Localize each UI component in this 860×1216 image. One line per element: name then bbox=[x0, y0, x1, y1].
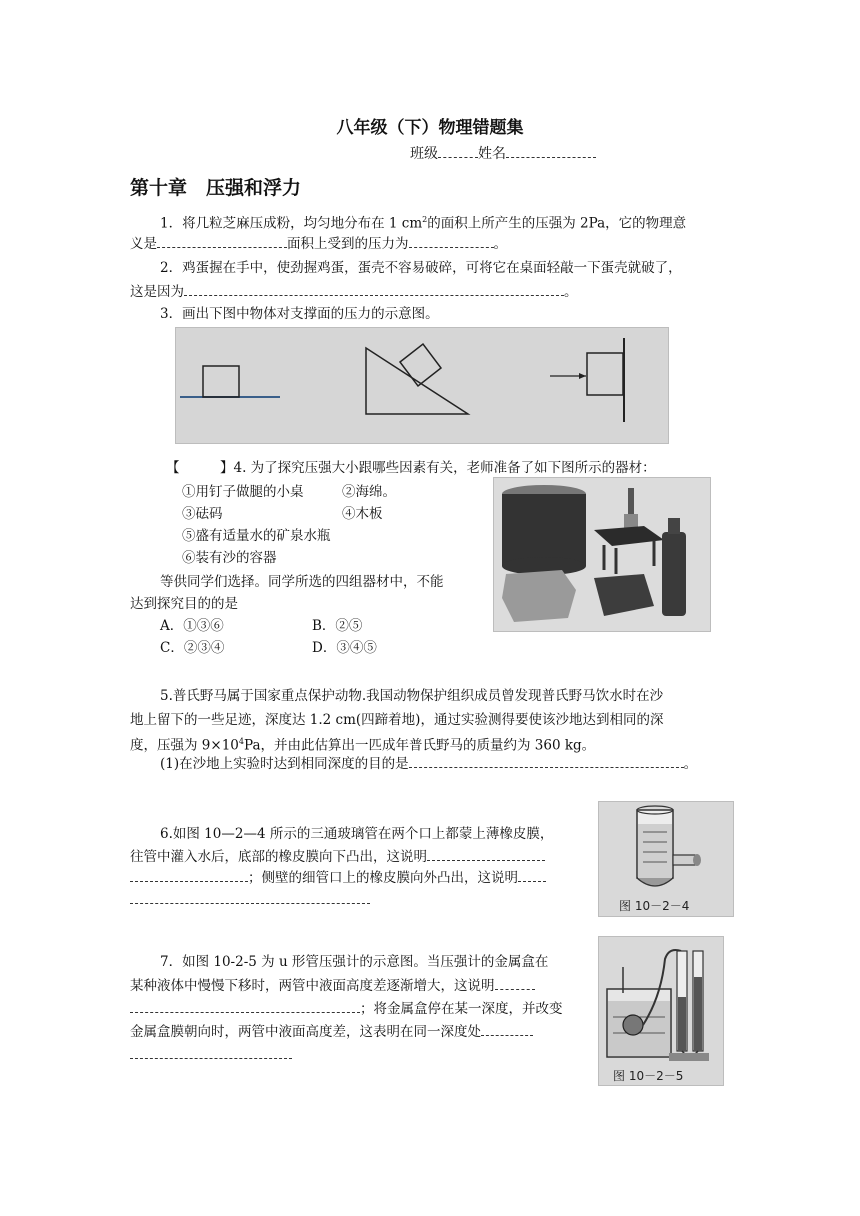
q1-blank-2[interactable] bbox=[409, 233, 494, 248]
q6-line1: 6.如图 10—2—4 所示的三通玻璃管在两个口上都蒙上薄橡皮膜， bbox=[160, 826, 554, 842]
q7-blank-2[interactable] bbox=[481, 1021, 533, 1036]
class-name-row bbox=[410, 143, 596, 163]
q1-text-c: 义是 bbox=[130, 236, 157, 252]
q7-line3 bbox=[130, 997, 563, 1021]
name-blank[interactable] bbox=[506, 143, 596, 158]
class-blank[interactable] bbox=[438, 143, 478, 158]
q4-option-d[interactable]: D．③④⑤ bbox=[312, 640, 377, 656]
q7-line4 bbox=[130, 1020, 533, 1044]
q4-equipment-photo bbox=[493, 477, 711, 632]
q4-stem: 4. 为了探究压强大小跟哪些因素有关，老师准备了如下图所示的器材： bbox=[233, 460, 656, 476]
q2-text-a: 这是因为 bbox=[130, 284, 184, 300]
q5-sub1 bbox=[160, 752, 697, 776]
q6-blank-1[interactable] bbox=[427, 846, 545, 861]
q7-text-a: 某种液体中慢慢下移时，两管中液面高度差逐渐增大，这说明 bbox=[130, 978, 495, 994]
q4-item-5: ⑤盛有适量水的矿泉水瓶 bbox=[182, 528, 331, 544]
q4-item-4: ④木板 bbox=[342, 506, 383, 522]
q7-text-b: ；将金属盒停在某一深度，并改变 bbox=[360, 1001, 563, 1017]
q2-text-b: 。 bbox=[564, 284, 578, 300]
q5-line2: 地上留下的一些足迹，深度达 1.2 cm(四蹄着地)，通过实验测得要使该沙地达到相同的深 bbox=[130, 712, 664, 728]
q6-line4 bbox=[130, 888, 370, 912]
q1-text-e: 。 bbox=[493, 236, 507, 252]
q3-figure bbox=[175, 327, 669, 444]
q5-sup: 4 bbox=[238, 737, 244, 746]
q6-text-b: ；侧壁的细管口上的橡皮膜向外凸出，这说明 bbox=[248, 870, 518, 886]
chapter-title: 第十章 压强和浮力 bbox=[130, 177, 302, 199]
q7-blank-1[interactable] bbox=[495, 975, 535, 990]
q6-blank-2b[interactable] bbox=[130, 889, 370, 904]
q1-blank-1[interactable] bbox=[157, 233, 287, 248]
q4-item-1: ①用钉子做腿的小桌 bbox=[182, 484, 304, 500]
q1-sup: 2 bbox=[422, 215, 428, 224]
page-title: 八年级（下）物理错题集 bbox=[336, 118, 524, 138]
q5-text-a: 度，压强为 9×10 bbox=[130, 737, 239, 754]
q7-line2 bbox=[130, 974, 535, 998]
q4-tail-1: 等供同学们选择。同学所选的四组器材中，不能 bbox=[160, 574, 444, 590]
q4-option-a[interactable]: A．①③⑥ bbox=[160, 618, 224, 634]
q5-line1: 5.普氏野马属于国家重点保护动物.我国动物保护组织成员曾发现普氏野马饮水时在沙 bbox=[160, 688, 664, 704]
class-label: 班级 bbox=[410, 146, 438, 162]
q4-tail-2: 达到探究目的的是 bbox=[130, 596, 238, 612]
q7-line1: 7．如图 10-2-5 为 u 形管压强计的示意图。当压强计的金属盒在 bbox=[160, 954, 549, 970]
q5-sub1-text: (1)在沙地上实验时达到相同深度的目的是 bbox=[160, 756, 409, 772]
name-label: 姓名 bbox=[478, 146, 506, 162]
q2-blank[interactable] bbox=[184, 281, 564, 296]
q6-figure bbox=[598, 801, 734, 917]
q7-figure bbox=[598, 936, 724, 1086]
q1-line2 bbox=[130, 232, 507, 256]
q4-item-3: ③砝码 bbox=[182, 506, 223, 522]
q6-caption: 图 10－2－4 bbox=[619, 899, 690, 913]
q4-option-c[interactable]: C．②③④ bbox=[160, 640, 225, 656]
q1-text-d: 面积上受到的压力为 bbox=[287, 236, 409, 252]
q2-line2 bbox=[130, 280, 578, 304]
pressure-diagram bbox=[176, 328, 668, 443]
q7-caption: 图 10－2－5 bbox=[613, 1069, 684, 1083]
q5-blank[interactable] bbox=[409, 753, 684, 768]
q3-text: 3．画出下图中物体对支撑面的压力的示意图。 bbox=[160, 306, 439, 322]
q2-line1: 2．鸡蛋握在手中，使劲握鸡蛋，蛋壳不容易破碎，可将它在桌面轻敲一下蛋壳就破了， bbox=[160, 260, 682, 276]
q7-line5 bbox=[130, 1043, 292, 1067]
q6-blank-2[interactable] bbox=[518, 867, 546, 882]
q1-text-b: 的面积上所产生的压强为 2Pa，它的物理意 bbox=[427, 215, 687, 232]
q4-option-b[interactable]: B．②⑤ bbox=[312, 618, 363, 634]
q6-line3 bbox=[130, 866, 546, 890]
q4-item-6: ⑥装有沙的容器 bbox=[182, 550, 277, 566]
q6-text-a: 往管中灌入水后，底部的橡皮膜向下凸出，这说明 bbox=[130, 849, 427, 865]
q7-blank-1b[interactable] bbox=[130, 998, 360, 1013]
q1-text-a: 1．将几粒芝麻压成粉，均匀地分布在 1 cm bbox=[160, 215, 423, 232]
q5-text-b: Pa，并由此估算出一匹成年普氏野马的质量约为 360 kg。 bbox=[243, 737, 596, 754]
q4-answer-bracket[interactable]: 【 】 bbox=[166, 460, 234, 476]
q7-blank-2b[interactable] bbox=[130, 1044, 292, 1059]
q6-blank-1b[interactable] bbox=[130, 867, 248, 882]
q5-sub1-end: 。 bbox=[683, 756, 698, 772]
q4-item-2: ②海绵。 bbox=[342, 484, 396, 500]
q7-text-c: 金属盒膜朝向时，两管中液面高度差，这表明在同一深度处 bbox=[130, 1024, 481, 1040]
